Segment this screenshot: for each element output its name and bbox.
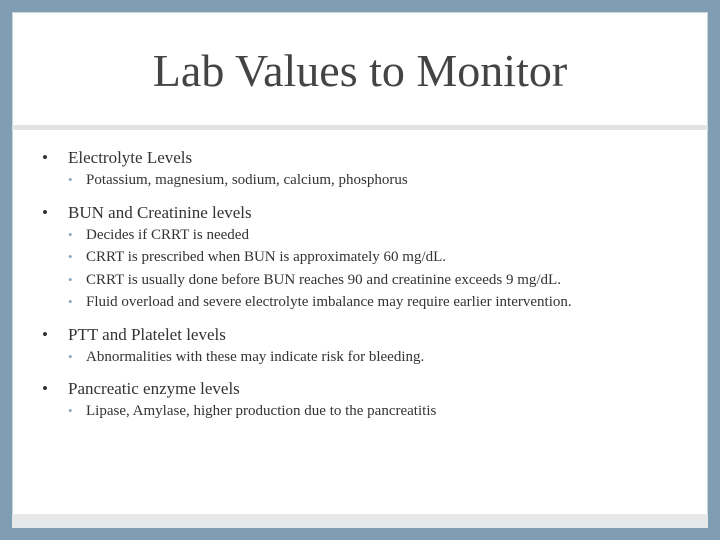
sub-bullet-item [68, 172, 692, 195]
footer-strip [12, 514, 708, 528]
bullet-text: Pancreatic enzyme levels [68, 379, 240, 398]
sub-bullet-text: Abnormalities with these may indicate risk for bleeding. [86, 348, 425, 365]
sub-bullet-icon: • [68, 172, 73, 187]
sub-bullet-icon: • [68, 294, 73, 309]
sub-bullet-icon: • [68, 271, 73, 287]
sub-bullet-text: Potassium, magnesium, sodium, calcium, phosphorus [86, 172, 408, 188]
sub-bullet-item [68, 403, 692, 426]
bullet-text: Electrolyte Levels [68, 148, 193, 167]
sub-bullet-icon: • [68, 226, 73, 242]
bullet-text: BUN and Creatinine levels [68, 202, 252, 222]
bullet-icon: • [42, 202, 48, 222]
bullet-item-pancreatic [42, 379, 692, 426]
sub-bullet-text: Fluid overload and severe electrolyte imbalance may require earlier intervention. [86, 294, 572, 310]
sub-bullet-text: CRRT is usually done before BUN reaches 90 and creatinine exceeds 9 mg/dL. [86, 271, 561, 288]
sub-bullet-text: Decides if CRRT is needed [86, 226, 249, 243]
bullet-icon: • [42, 379, 48, 398]
sub-bullet-item [68, 349, 692, 372]
bullet-item-electrolytes [42, 148, 692, 195]
slide-title: Lab Values to Monitor [152, 45, 568, 96]
sub-bullet-icon: • [68, 348, 73, 364]
sub-bullet-text: CRRT is prescribed when BUN is approximately 60 mg/dL. [86, 249, 447, 265]
sub-bullet-item [68, 249, 692, 272]
bullet-icon: • [42, 324, 48, 344]
sub-bullet-item [68, 227, 692, 250]
title-area [12, 12, 708, 126]
bullet-item-bun-creatinine [42, 203, 692, 317]
sub-bullet-text: Lipase, Amylase, higher production due to the pancreatitis [86, 403, 437, 419]
sub-bullet-icon: • [68, 403, 73, 418]
title-divider [12, 125, 708, 130]
slide [12, 12, 708, 528]
sub-bullet-item [68, 294, 692, 317]
sub-bullet-item [68, 272, 692, 295]
sub-bullet-icon: • [68, 249, 73, 264]
bullet-icon: • [42, 148, 48, 167]
bullet-text: PTT and Platelet levels [68, 324, 226, 344]
bullet-list [42, 148, 692, 434]
bullet-item-ptt-platelet [42, 325, 692, 372]
